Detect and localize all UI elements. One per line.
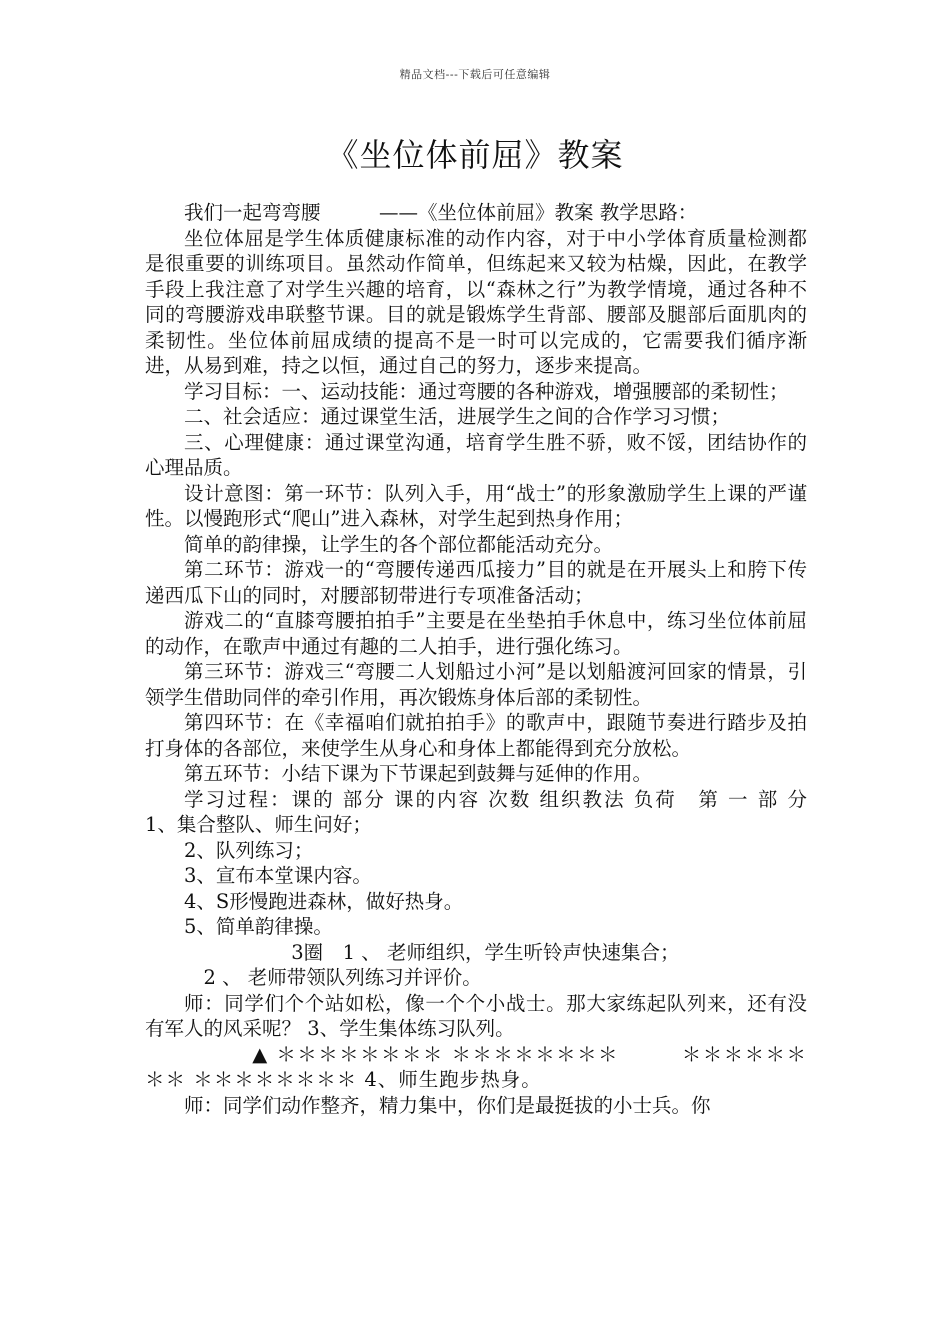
teacher-speech-2: 师：同学们动作整齐，精力集中，你们是最挺拔的小士兵。你 bbox=[184, 1093, 711, 1117]
learning-goal-skill: 学习目标：一、运动技能：通过弯腰的各种游戏，增强腰部的柔韧性； bbox=[184, 379, 789, 403]
teacher-speech-1: 师：同学们个个站如松，像一个个小战士。那大家练起队列来，还有没有军人的风采呢？ 3、学生集体练习队列。 bbox=[145, 991, 807, 1040]
design-intent-step-1: 设计意图：第一环节：队列入手，用“战士”的形象激励学生上课的严谨性。以慢跑形式“爬山”进入森林，对学生起到热身作用； bbox=[145, 481, 807, 530]
learning-goal-social: 二、社会适应：通过课堂生活，进展学生之间的合作学习习惯； bbox=[184, 405, 731, 428]
page-header-note: 精品文档---下载后可任意编辑 bbox=[399, 68, 551, 81]
document-title: 《坐位体前屈》教案 bbox=[326, 136, 624, 174]
process-item-4: 4、S形慢跑进森林，做好热身。 bbox=[184, 889, 464, 913]
teaching-idea-paragraph: 坐位体屈是学生体质健康标准的动作内容，对于中小学体育质量检测都是很重要的训练项目。虽然动作简单，但练起来又较为枯燥，因此，在教学手段上我注意了对学生兴趣的培育，以“森林之行”为教学情境，通过各种不同的弯腰游戏串联整节课。目的就是锻炼学生背部、腰部及腿部后面肌肉的柔韧性。坐位体前屈成绩的提高不是一时可以完成的，它需要我们循序渐进，从易到难，持之以恒，通过自己的努力，逐步来提高。 bbox=[145, 226, 807, 377]
design-intent-step-2: 第二环节：游戏一的“弯腰传递西瓜接力”目的就是在开展头上和胯下传递西瓜下山的同时，对腰部韧带进行专项准备活动； bbox=[145, 558, 807, 607]
design-intent-rhythm: 简单的韵律操，让学生的各个部位都能活动充分。 bbox=[184, 532, 614, 556]
process-item-3: 3、宣布本堂课内容。 bbox=[184, 864, 372, 887]
process-header-line: 学习过程：课的 部分 课的内容 次数 组织教法 负荷 第 一 部 分 1、集合整队、师生问好； bbox=[145, 787, 847, 836]
document-body bbox=[145, 200, 847, 1118]
design-intent-step-3: 第三环节：游戏三“弯腰二人划船过小河”是以划船渡河回家的情景，引领学生借助同伴的牵引作用，再次锻炼身体后部的柔韧性。 bbox=[145, 660, 807, 709]
learning-goal-mental: 三、心理健康：通过课堂沟通，培育学生胜不骄，败不馁，团结协作的心理品质。 bbox=[145, 430, 807, 479]
intro-line: 我们一起弯弯腰 ——《坐位体前屈》教案 教学思路： bbox=[184, 201, 698, 224]
method-line-1: 3圈 1 、 老师组织，学生听铃声快速集合； bbox=[291, 940, 680, 964]
formation-diagram-line: ▲ ＊＊＊＊＊＊＊＊ ＊＊＊＊＊＊＊＊ ＊＊＊＊＊＊＊＊ ＊＊＊＊＊＊＊＊ 4、师生跑步热身。 bbox=[145, 1042, 807, 1091]
method-line-2: 2 、 老师带领队列练习并评价。 bbox=[203, 966, 482, 989]
design-intent-step-4: 第四环节：在《幸福咱们就拍拍手》的歌声中，跟随节奏进行踏步及拍打身体的各部位，来使学生从身心和身体上都能得到充分放松。 bbox=[145, 711, 807, 760]
design-intent-step-5: 第五环节：小结下课为下节课起到鼓舞与延伸的作用。 bbox=[184, 762, 653, 785]
process-item-2: 2、队列练习； bbox=[184, 838, 314, 862]
design-intent-game-2: 游戏二的“直膝弯腰拍拍手”主要是在坐垫拍手休息中，练习坐位体前屈的动作，在歌声中通过有趣的二人拍手，进行强化练习。 bbox=[145, 609, 807, 658]
process-item-5: 5、简单韵律操。 bbox=[184, 915, 333, 938]
